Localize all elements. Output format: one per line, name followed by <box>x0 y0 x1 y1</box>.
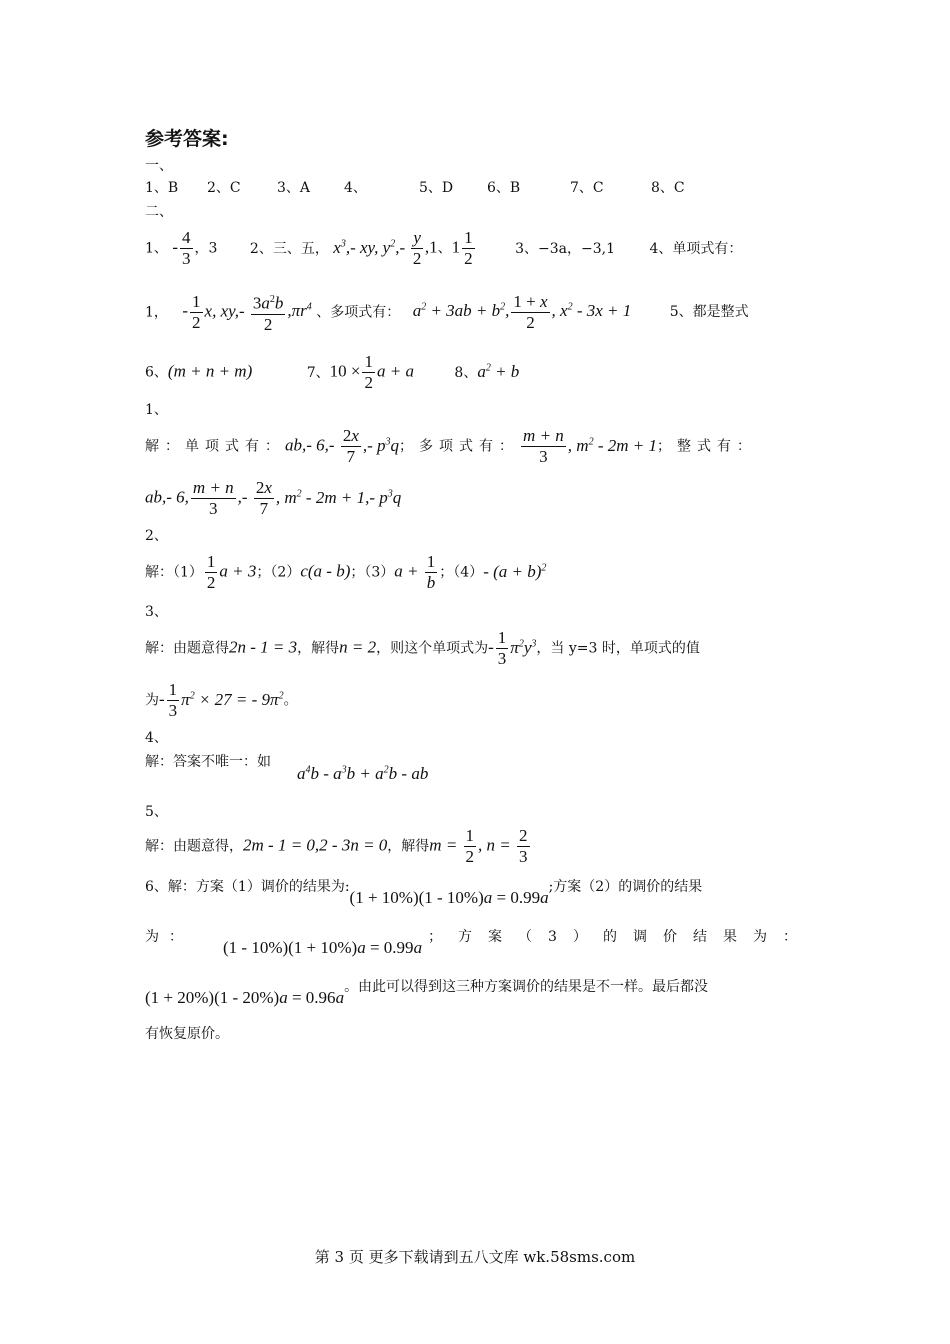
problem-6-line1: 6、解：方案（1）调价的结果为:(1 + 10%)(1 - 10%)a = 0.99a;方案（2）的调价的结果 <box>145 879 703 907</box>
problem-3-line2: 为- $\frac{1}{3}$ $\pi^2 \times 27$ = - $9\pi^2$。 <box>145 680 298 720</box>
answer-6: 6、B <box>487 180 521 196</box>
answer-2: 2、C <box>207 180 241 196</box>
problem-4-expr: $a^4b - a^3b + a^2b$ - ab <box>297 764 429 783</box>
problem-3-line1: 解：由题意得2n - 1 = 3，解得n = 2，则这个单项式为- $\frac{1}{3}$ $\pi^2y^3$，当 y=3 时，单项式的值 <box>145 628 700 668</box>
fill-line-3: 6、(m + n + m) 7、10 × $\frac{1}{2}$ a + a 8、$a^2 + b$ <box>145 352 520 392</box>
p6-c: 为： <box>145 929 193 945</box>
p6-d: ；方案（3）的调价结果为： <box>428 929 813 945</box>
p3-a: 解：由题意得 <box>145 640 229 657</box>
problem-1-num: 1、 <box>145 402 168 418</box>
problem-6-line3: (1 + 20%)(1 - 20%)a = 0.96a。由此可以得到这三种方案调价的结果是不一样。最后都没 <box>145 979 709 1007</box>
answer-heading: 参考答案: <box>145 128 229 150</box>
answer-5: 5、D <box>419 180 454 196</box>
problem-6-line4: 有恢复原价。 <box>145 1026 229 1042</box>
p2-b: ；（2） <box>256 564 301 581</box>
q2-text: 2、三、五， <box>249 240 329 257</box>
q4-poly: 、多项式有： <box>316 304 401 321</box>
p3-b: ，解得 <box>297 640 340 657</box>
p6-b: ;方案（2）的调价的结果 <box>548 879 703 895</box>
answer-1: 1、B <box>145 180 179 196</box>
q1-prefix: 1、 <box>145 240 168 257</box>
p3-f: 。 <box>283 692 298 709</box>
section-two-label: 二、 <box>145 204 173 220</box>
problem-1-line1: 解：单项式有：ab,- 6,- $\frac{2x}{7}$ ,- $p^3q$；多项式有： $\frac{m + n}{3}$ , $m^2 - 2m + 1$；整式有： <box>145 426 757 466</box>
fill-line-2: 1， - $\frac{1}{2}$ x, xy,- $\frac{3a^2b}{2}$ $,\pi r^4$ 、多项式有： $a^2 + 3ab + b^2$, $\frac{1 + x}{2}$ , $x^2 - 3x + 1$ 5、都是整式 <box>145 291 749 334</box>
q6-text: 6、 <box>145 364 168 381</box>
p2-d: ；（4） <box>439 564 484 581</box>
problem-3-num: 3、 <box>145 604 168 620</box>
problem-2-num: 2、 <box>145 528 168 544</box>
p1-poly: ；多项式有： <box>399 438 520 455</box>
q8-text: 8、 <box>454 364 478 381</box>
answer-8: 8、C <box>651 180 685 196</box>
p1-int: ；整式有： <box>657 438 757 455</box>
problem-6-line2: 为：(1 - 10%)(1 + 10%)a = 0.99a；方案（3）的调价结果为： <box>145 929 813 957</box>
problem-1-line2: ab,- 6, $\frac{m + n}{3}$ ,- $\frac{2x}{7}$ , $m^2 - 2m + 1,-$ $p^3q$ <box>145 478 402 518</box>
answer-7: 7、C <box>570 180 604 196</box>
q4-text: 4、单项式有： <box>649 240 743 257</box>
p1-label: 解：单项式有： <box>145 438 285 455</box>
p3-e: 为 <box>145 692 159 709</box>
problem-5-line: 解：由题意得，2m - 1 = 0,2 - 3n = 0，解得m = $\frac{1}{2}$ , n = $\frac{2}{3}$ <box>145 826 528 866</box>
problem-4-text: 解：答案不唯一：如 <box>145 754 271 770</box>
answer-3: 3、A <box>277 180 311 196</box>
q3-text: 3、−3a，−3,1 <box>515 240 616 257</box>
p6-e: 。由此可以得到这三种方案调价的结果是不一样。最后都没 <box>344 979 709 995</box>
p5-b: ，解得 <box>387 838 430 855</box>
answer-4: 4、 <box>344 180 367 196</box>
q1-after: ，3 <box>194 240 218 257</box>
p5-a: 解：由题意得， <box>145 838 243 855</box>
q5-text: 5、都是整式 <box>669 304 749 321</box>
problem-2-line: 解：（1） $\frac{1}{2}$ a + 3；（2）c(a - b)；（3）a + $\frac{1}{b}$ ；（4）- $(a + b)^2$ <box>145 552 547 592</box>
p2-c: ；（3） <box>350 564 395 581</box>
q2-sep: 、 <box>437 240 452 257</box>
problem-5-num: 5、 <box>145 804 168 820</box>
p3-d: ，当 y=3 时，单项式的值 <box>536 640 700 657</box>
fill-line-1: 1、 - $\frac{4}{3}$ ，3 2、三、五， $x^3,-$ xy, $y^2,-$ $\frac{y}{2}$ ,1、1 $\frac{1}{2}$ 3、−3a，−3,1 4、单项式有： <box>145 228 743 268</box>
p6-a: 6、解：方案（1）调价的结果为: <box>145 879 350 895</box>
p3-c: ，则这个单项式为 <box>376 640 489 657</box>
problem-4-num: 4、 <box>145 730 168 746</box>
p2-label: 解：（1） <box>145 564 203 581</box>
q7-text: 7、 <box>306 364 330 381</box>
section-one-label: 一、 <box>145 158 173 174</box>
page-footer: 第 3 页 更多下载请到五八文库 wk.58sms.com <box>314 1248 636 1266</box>
q4-cont: 1， <box>145 304 168 321</box>
